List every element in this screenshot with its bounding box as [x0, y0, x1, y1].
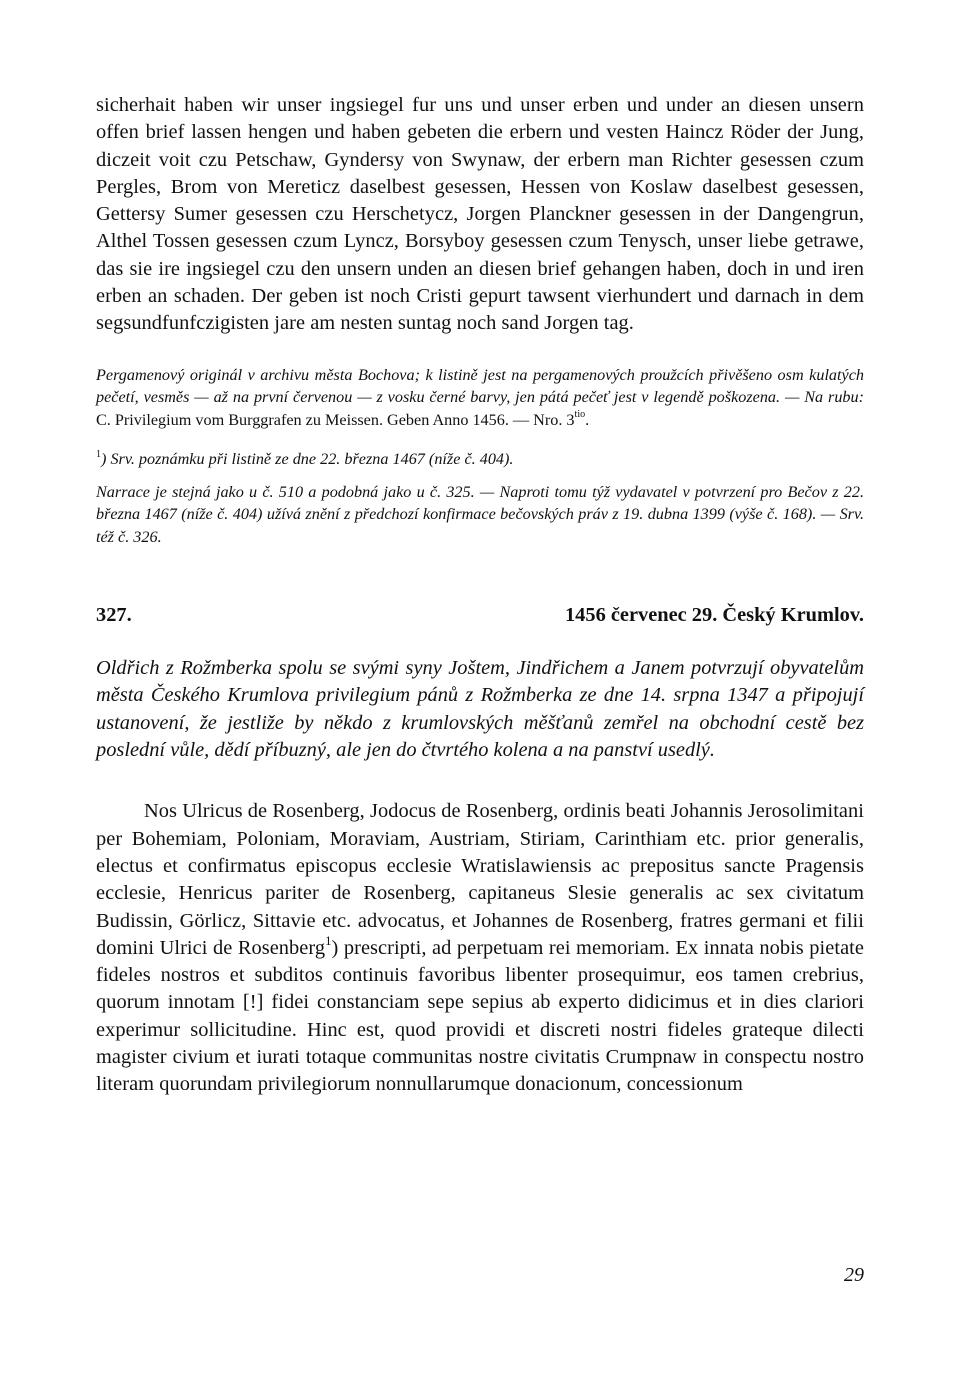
footnotes [96, 448, 864, 548]
source-note-end: . [585, 410, 590, 429]
document-header [96, 604, 864, 627]
source-note-italic: Pergamenový originál v archivu města Bochova; k listině jest na pergamenových proužcích přivěšeno osm kulatých pečetí, vesměs — až na první červenou — z vosku černé barvy, jen pátá pečeť jest v legendě poškozena. — Na rubu: [96, 365, 864, 407]
document-number: 327. [96, 604, 132, 627]
footnote-mark: 1 [96, 448, 102, 460]
document-date-place: 1456 červenec 29. Český Krumlov. [564, 604, 864, 627]
footnote-1 [96, 448, 864, 471]
latin-footnote-mark: 1 [325, 933, 332, 948]
regest-summary: Oldřich z Rožmberka spolu se svými syny Joštem, Jindřichem a Janem potvrzují obyvatelům města Českého Krumlova privilegium pánů z Rožmberka ze dne 14. srpna 1347 a připojují ustanovení, že jestliže by někdo z krumlovských měšťanů zemřel na obchodní cestě bez poslední vůle, dědí příbuzný, ale jen do čtvrtého kolena a na panství usedlý. [96, 657, 864, 762]
latin-text-part1: Nos Ulricus de Rosenberg, Jodocus de Rosenberg, ordinis beati Johannis Jerosolimitani per Bohemiam, Poloniam, Moraviam, Austriam, Stiriam, Carinthiam etc. prior generalis, electus et confirmatus episcopus ecclesie Wratislawiensis ac prepositus sancte Pragensis ecclesie, Henricus pariter de Rosenberg, capitaneus Slesie generalis ac sex civitatum Budissin, Görlicz, Sittavie etc. advocatus, et Johannes de Rosenberg, fratres germani et filii domini Ulrici de Rosenberg [96, 800, 864, 959]
latin-charter-text [96, 798, 864, 1098]
latin-text-part2: ) prescripti, ad perpetuam rei memoriam. Ex innata nobis pietate fideles nostros et subditos continuis favoribus libenter prosequimur, eos tamen crebrius, quorum innotam [!] fidei constanciam sepe sepius ab experto didicimus et in dies clariori experimur sollicitudine. Hinc est, quod providi et discreti nostri fideles grateque dilecti magister civium et iurati totaque communitas nostre civitatis Crumpnaw in conspectu nostro literam quorundam privilegiorum nonnullarumque donacionum, concessionum [96, 936, 864, 1096]
page-number: 29 [844, 1264, 864, 1286]
editorial-note: Narrace je stejná jako u č. 510 a podobná jako u č. 325. — Naproti tomu týž vydavatel v potvrzení pro Bečov z 22. března 1467 (níže č. 404) užívá znění z předchozí konfirmace bečovských práv z 19. dubna 1399 (výše č. 168). — Srv. též č. 326. [96, 482, 864, 546]
german-charter-text: sicherhait haben wir unser ingsiegel fur uns und unser erben und under an diesen unsern offen brief lassen hengen und haben gebeten die erbern und vesten Haincz Röder der Jung, diczeit voit czu Petschaw, Gyndersy von Swynaw, der erbern man Richter gesessen czum Pergles, Brom von Mereticz daselbest gesessen, Hessen von Koslaw daselbest gesessen, Gettersy Sumer gesessen czu Herschetycz, Jorgen Planckner gesessen in der Dangengrun, Althel Tossen gesessen czum Lyncz, Borsyboy gesessen czum Tenysch, unser liebe getrawe, das sie ire ingsiegel czu den unsern unden an diesen brief gehangen haben, doch in und iren erben an schaden. Der geben ist noch Cristi gepurt tawsent vierhundert und darnach in dem segsundfunfczigisten jare am nesten suntag noch sand Jorgen tag. [96, 94, 864, 335]
source-note-superscript: tio [574, 409, 586, 421]
source-note [96, 364, 864, 432]
source-note-roman: C. Privilegium vom Burggrafen zu Meissen. Geben Anno 1456. — Nro. 3 [96, 410, 575, 429]
footnote-text: ) Srv. poznámku při listině ze dne 22. března 1467 (níže č. 404). [101, 450, 514, 469]
